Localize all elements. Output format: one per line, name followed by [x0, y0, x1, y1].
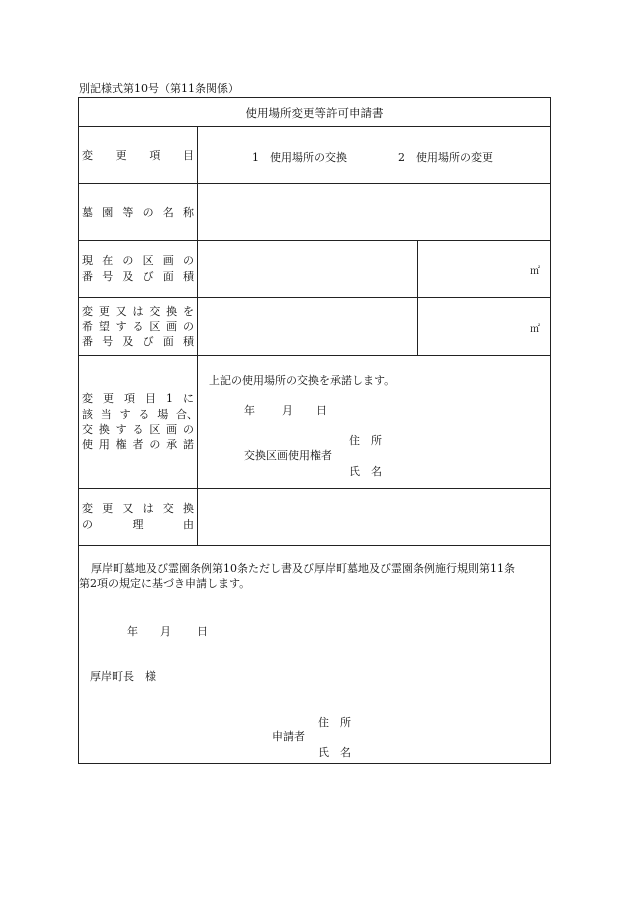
application-text-line2: 第2項の規定に基づき申請します。	[79, 577, 251, 590]
consent-holder-label: 交換区画使用権者	[244, 449, 332, 462]
consent-label-line4: 使 用 権 者 の 承 諾	[82, 438, 194, 451]
applicant-name-label: 氏 名	[318, 746, 351, 759]
consent-label-line2: 該 当 す る 場 合、	[82, 408, 198, 421]
application-date-month: 月	[160, 625, 171, 638]
application-date-year: 年	[127, 625, 138, 638]
change-option-change[interactable]: 2 使用場所の変更	[398, 151, 493, 164]
current-plot-unit: ㎡	[530, 266, 540, 277]
desired-plot-label-line1: 変 更 又 は 交 換 を	[82, 305, 194, 318]
desired-plot-unit: ㎡	[530, 324, 540, 335]
consent-statement: 上記の使用場所の交換を承諾します。	[209, 374, 396, 387]
reason-label-line1: 変 更 又 は 交 換	[82, 502, 194, 515]
application-text-line1: 厚岸町墓地及び霊園条例第10条ただし書及び厚岸町墓地及び霊園条例施行規則第11条	[91, 562, 515, 575]
consent-date-year: 年	[244, 404, 255, 417]
consent-label-line3: 交 換 す る 区 画 の	[82, 423, 194, 436]
reason-field[interactable]	[199, 490, 549, 544]
applicant-label: 申請者	[272, 730, 305, 743]
consent-label-line1: 変 更 項 目 1 に	[82, 392, 194, 405]
cemetery-name-field[interactable]	[199, 185, 549, 239]
form-reference: 別記様式第10号（第11条関係）	[79, 82, 239, 95]
change-option-exchange[interactable]: 1 使用場所の交換	[252, 151, 347, 164]
current-plot-number-field[interactable]	[199, 242, 415, 296]
addressee: 厚岸町長 様	[90, 670, 156, 683]
consent-date-day: 日	[316, 404, 327, 417]
consent-name-label: 氏 名	[349, 465, 382, 478]
applicant-address-label: 住 所	[318, 716, 351, 729]
desired-plot-number-field[interactable]	[199, 299, 415, 354]
current-plot-label-line1: 現 在 の 区 画 の	[82, 254, 194, 267]
consent-address-label: 住 所	[349, 434, 382, 447]
cemetery-name-label: 墓 園 等 の 名 称	[82, 206, 194, 219]
desired-plot-label-line3: 番 号 及 び 面 積	[82, 335, 194, 348]
change-item-label: 変 更 項 目	[82, 149, 194, 162]
application-date-day: 日	[197, 625, 208, 638]
current-plot-label-line2: 番 号 及 び 面 積	[82, 270, 194, 283]
form-title: 使用場所変更等許可申請書	[245, 106, 384, 120]
consent-date-month: 月	[282, 404, 293, 417]
desired-plot-label-line2: 希 望 す る 区 画 の	[82, 320, 194, 333]
reason-label-line2: の 理 由	[82, 518, 194, 531]
